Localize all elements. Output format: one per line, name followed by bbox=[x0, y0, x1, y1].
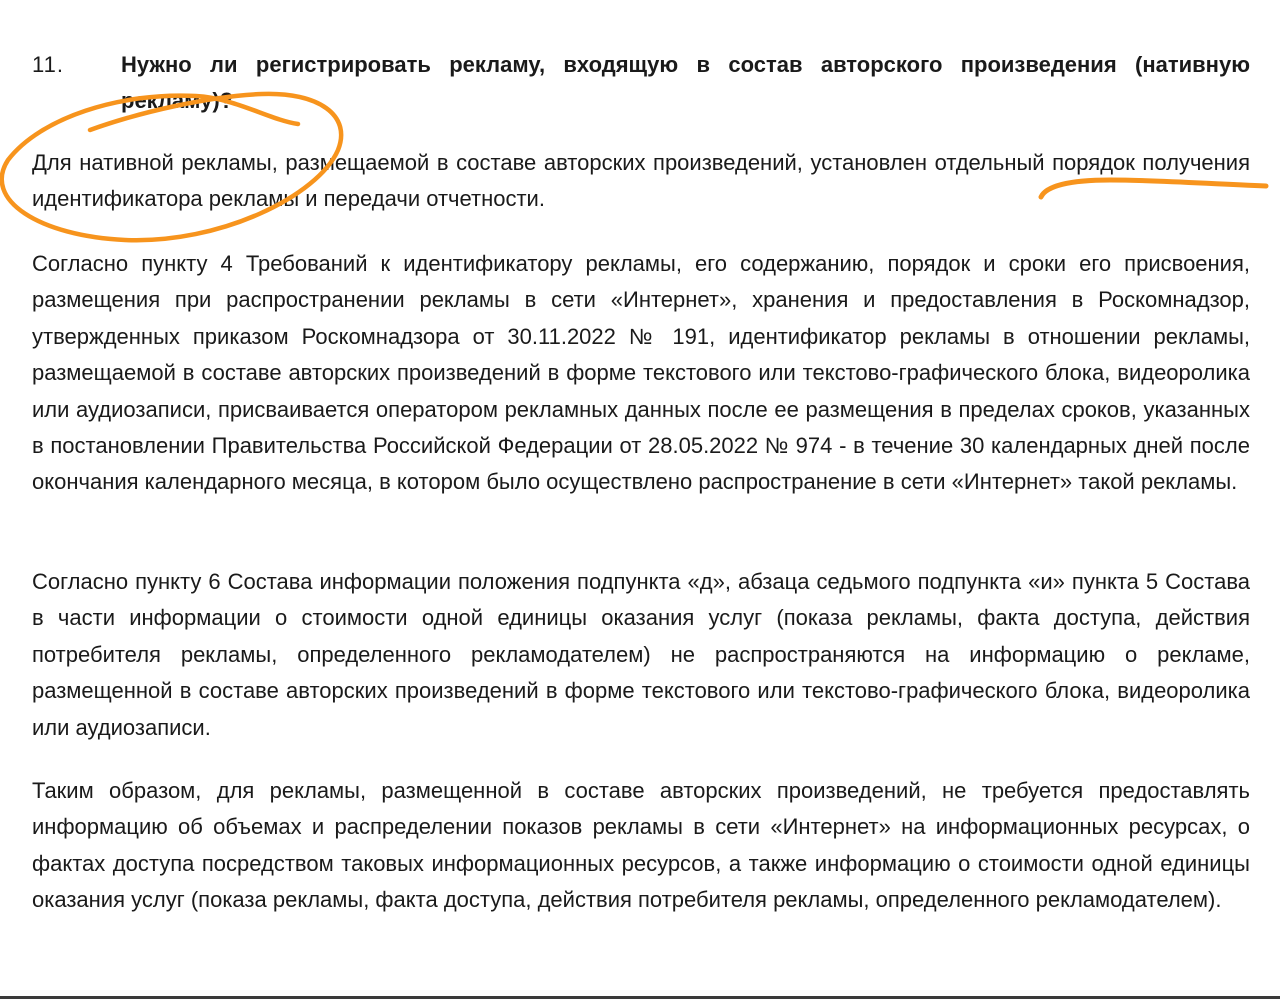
paragraph-intro: Для нативной рекламы, размещаемой в составе авторских произведений, установлен отдельный порядок получения идентификатора рекламы и передачи отчетности. bbox=[32, 150, 1250, 212]
paragraph-requirements: Согласно пункту 4 Требований к идентификатору рекламы, его содержанию, порядок и сроки его присвоения, размещения при распространении рекламы в сети «Интернет», хранения и предоставления в Роскомнадзор, утвержденных приказом Роскомнадзора от 30.11.2022 № 191, идентификатор рекламы в отношении рекламы, размещаемой в составе авторских произведений в форме текстового или текстово-графического блока, видеоролика или аудиозаписи, присваивается оператором рекламных данных после ее размещения в пределах сроков, указанных в постановлении Правительства Российской Федерации от 28.05.2022 № 974 - в течение 30 календарных дней после окончания календарного месяца, в котором было осуществлено распространение в сети «Интернет» такой рекламы. bbox=[32, 251, 1250, 495]
question-title: Нужно ли регистрировать рекламу, входящую в состав авторского произведения (нативную рекламу)? bbox=[121, 52, 1250, 113]
question-number: 11. bbox=[32, 52, 64, 77]
paragraph-composition: Согласно пункту 6 Состава информации положения подпункта «д», абзаца седьмого подпункта «и» пункта 5 Состава в части информации о стоимости одной единицы оказания услуг (показа рекламы, факта доступа, действия потребителя рекламы, определенного рекламодателем) не распространяются на информацию о рекламе, размещенной в составе авторских произведений в форме текстового или текстово-графического блока, видеоролика или аудиозаписи. bbox=[32, 569, 1250, 740]
question-heading bbox=[32, 47, 1250, 119]
paragraph-conclusion: Таким образом, для рекламы, размещенной в составе авторских произведений, не требуется предоставлять информацию об объемах и распределении показов рекламы в сети «Интернет» на информационных ресурсах, о фактах доступа посредством таковых информационных ресурсов, а также информацию о стоимости одной единицы оказания услуг (показа рекламы, факта доступа, действия потребителя рекламы, определенного рекламодателем). bbox=[32, 778, 1250, 913]
